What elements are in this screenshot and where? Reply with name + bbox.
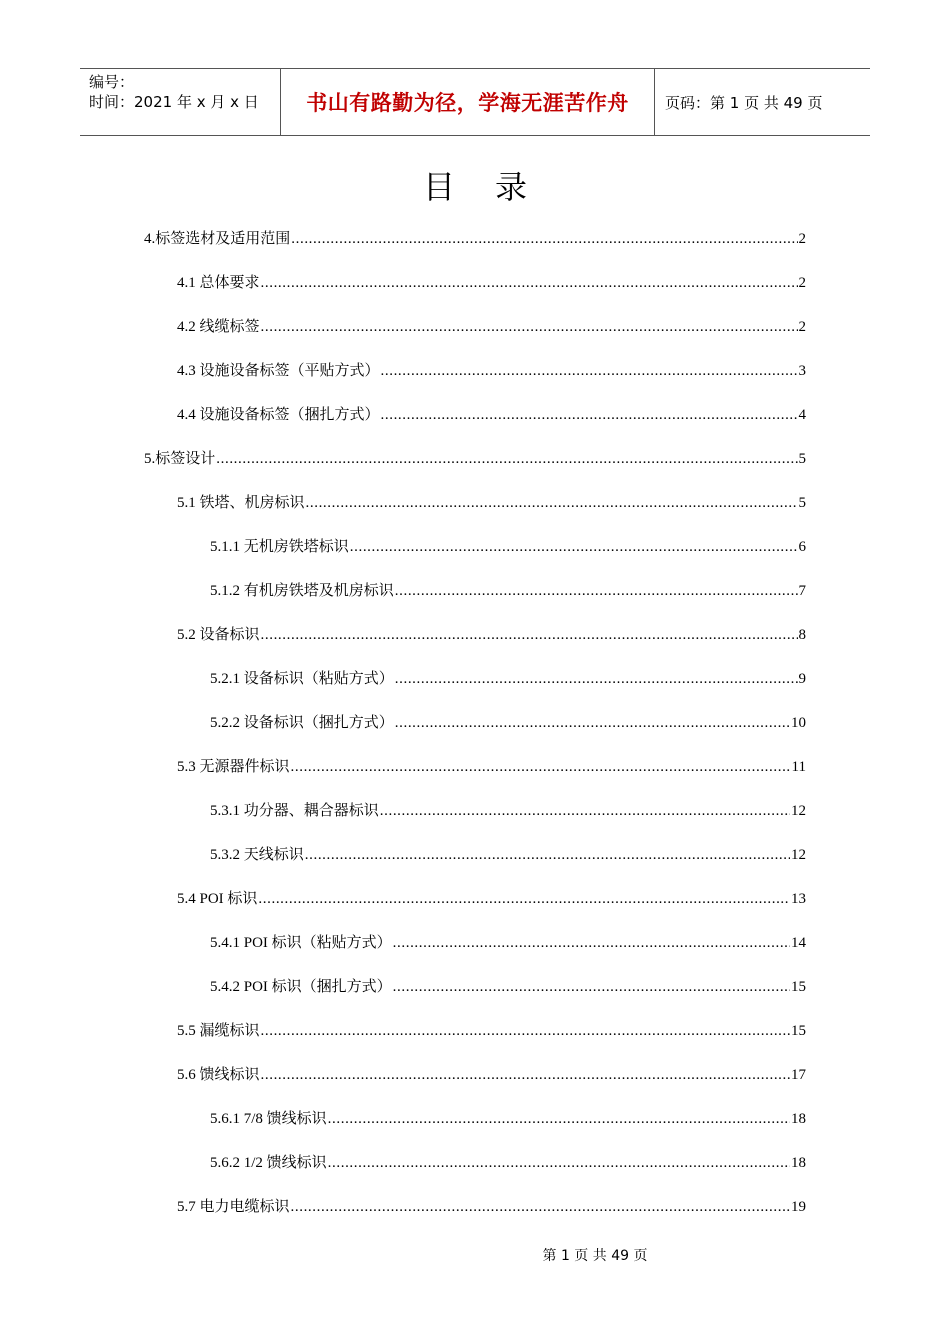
toc-entry-label: 5.1 铁塔、机房标识 bbox=[177, 495, 305, 511]
toc-entry[interactable] bbox=[210, 712, 806, 734]
toc-entry-page: 15 bbox=[791, 1023, 806, 1039]
toc-entry-page: 12 bbox=[791, 803, 806, 819]
toc-entry[interactable] bbox=[210, 1152, 806, 1174]
toc-entry-page: 6 bbox=[798, 539, 806, 555]
page-info: 页码：第 1 页 共 49 页 bbox=[665, 93, 823, 112]
toc-entry-label: 5.6.1 7/8 馈线标识 bbox=[210, 1111, 327, 1127]
time-label: 时间：2021 年 x 月 x 日 bbox=[89, 93, 259, 111]
toc-entry[interactable] bbox=[177, 272, 806, 294]
toc-entry[interactable] bbox=[177, 1064, 806, 1086]
toc-leader-dots bbox=[258, 888, 790, 910]
toc-leader-dots bbox=[261, 272, 798, 294]
toc-entry-label: 5.2.2 设备标识（捆扎方式） bbox=[210, 715, 394, 731]
toc-entry-page: 5 bbox=[798, 451, 806, 467]
toc-entry-label: 4.3 设施设备标签（平贴方式） bbox=[177, 363, 380, 379]
toc-entry-page: 17 bbox=[791, 1067, 806, 1083]
toc-leader-dots bbox=[393, 932, 790, 954]
toc-entry[interactable] bbox=[210, 844, 806, 866]
page-footer: 第 1 页 共 49 页 bbox=[542, 1248, 648, 1264]
toc-entry-page: 14 bbox=[791, 935, 806, 951]
toc-entry-page: 2 bbox=[798, 275, 806, 291]
toc-leader-dots bbox=[381, 360, 798, 382]
toc-leader-dots bbox=[291, 1196, 790, 1218]
toc-entry[interactable] bbox=[210, 932, 806, 954]
toc-entry-page: 8 bbox=[798, 627, 806, 643]
toc-entry[interactable] bbox=[210, 536, 806, 558]
toc-entry-label: 5.6 馈线标识 bbox=[177, 1067, 260, 1083]
toc-entry[interactable] bbox=[210, 580, 806, 602]
header-page-info-cell bbox=[655, 69, 870, 135]
toc-entry[interactable] bbox=[177, 888, 806, 910]
toc-leader-dots bbox=[291, 756, 791, 778]
toc-entry[interactable] bbox=[144, 448, 806, 470]
toc-leader-dots bbox=[395, 712, 790, 734]
toc-entry-label: 4.4 设施设备标签（捆扎方式） bbox=[177, 407, 380, 423]
toc-entry-page: 5 bbox=[798, 495, 806, 511]
header-motto-cell bbox=[281, 69, 655, 135]
toc-entry-label: 5.6.2 1/2 馈线标识 bbox=[210, 1155, 327, 1171]
toc-leader-dots bbox=[306, 492, 798, 514]
toc-leader-dots bbox=[261, 1020, 790, 1042]
toc-entry-label: 5.2.1 设备标识（粘贴方式） bbox=[210, 671, 394, 687]
toc-entry-page: 3 bbox=[798, 363, 806, 379]
toc-entry-page: 18 bbox=[791, 1111, 806, 1127]
toc-entry[interactable] bbox=[177, 492, 806, 514]
header-meta bbox=[80, 69, 281, 135]
toc-entry-label: 5.2 设备标识 bbox=[177, 627, 260, 643]
toc-entry-page: 13 bbox=[791, 891, 806, 907]
toc-entry-label: 5.3 无源器件标识 bbox=[177, 759, 290, 775]
toc-entry-page: 19 bbox=[791, 1199, 806, 1215]
toc-entry-label: 5.3.1 功分器、耦合器标识 bbox=[210, 803, 379, 819]
toc-entry[interactable] bbox=[177, 1020, 806, 1042]
toc-leader-dots bbox=[380, 800, 790, 822]
toc-leader-dots bbox=[393, 976, 790, 998]
toc-entry-label: 4.2 线缆标签 bbox=[177, 319, 260, 335]
toc-entry-page: 12 bbox=[791, 847, 806, 863]
toc-entry-page: 11 bbox=[791, 759, 806, 775]
toc-entry[interactable] bbox=[210, 976, 806, 998]
toc-entry[interactable] bbox=[177, 1196, 806, 1218]
toc-entry-page: 7 bbox=[798, 583, 806, 599]
toc-entry[interactable] bbox=[177, 360, 806, 382]
toc-entry-page: 18 bbox=[791, 1155, 806, 1171]
toc-entry-label: 5.4.2 POI 标识（捆扎方式） bbox=[210, 979, 392, 995]
number-label: 编号： bbox=[89, 73, 135, 91]
toc-leader-dots bbox=[216, 448, 797, 470]
toc-entry-page: 9 bbox=[798, 671, 806, 687]
toc-entry-page: 4 bbox=[798, 407, 806, 423]
toc-leader-dots bbox=[261, 624, 798, 646]
toc-entry[interactable] bbox=[177, 624, 806, 646]
toc-entry[interactable] bbox=[210, 800, 806, 822]
toc-entry[interactable] bbox=[177, 404, 806, 426]
toc-leader-dots bbox=[395, 668, 798, 690]
toc-leader-dots bbox=[381, 404, 798, 426]
toc-entry-label: 4.1 总体要求 bbox=[177, 275, 260, 291]
toc-entry-page: 10 bbox=[791, 715, 806, 731]
toc-entry-page: 15 bbox=[791, 979, 806, 995]
toc-entry-label: 5.7 电力电缆标识 bbox=[177, 1199, 290, 1215]
toc-entry[interactable] bbox=[210, 1108, 806, 1130]
toc-entry[interactable] bbox=[177, 316, 806, 338]
toc-leader-dots bbox=[291, 228, 797, 250]
toc-entry[interactable] bbox=[144, 228, 806, 250]
toc-entry-label: 5.4 POI 标识 bbox=[177, 891, 258, 907]
toc-leader-dots bbox=[261, 316, 798, 338]
toc-leader-dots bbox=[328, 1152, 790, 1174]
toc-leader-dots bbox=[305, 844, 790, 866]
toc-entry[interactable] bbox=[210, 668, 806, 690]
page-title: 目录 bbox=[422, 168, 567, 206]
motto: 书山有路勤为径，学海无涯苦作舟 bbox=[306, 91, 629, 115]
toc-entry-label: 5.4.1 POI 标识（粘贴方式） bbox=[210, 935, 392, 951]
toc-leader-dots bbox=[395, 580, 798, 602]
toc-leader-dots bbox=[328, 1108, 790, 1130]
page-header bbox=[80, 68, 870, 136]
toc-entry-label: 5.标签设计 bbox=[144, 451, 216, 467]
toc-entry-label: 5.1.2 有机房铁塔及机房标识 bbox=[210, 583, 394, 599]
toc-entry-label: 5.5 漏缆标识 bbox=[177, 1023, 260, 1039]
toc-entry-label: 4.标签选材及适用范围 bbox=[144, 231, 291, 247]
toc-leader-dots bbox=[261, 1064, 790, 1086]
toc-leader-dots bbox=[350, 536, 798, 558]
toc-entry-label: 5.3.2 天线标识 bbox=[210, 847, 304, 863]
toc-entry[interactable] bbox=[177, 756, 806, 778]
toc-entry-page: 2 bbox=[798, 231, 806, 247]
toc-entry-page: 2 bbox=[798, 319, 806, 335]
toc-entry-label: 5.1.1 无机房铁塔标识 bbox=[210, 539, 349, 555]
